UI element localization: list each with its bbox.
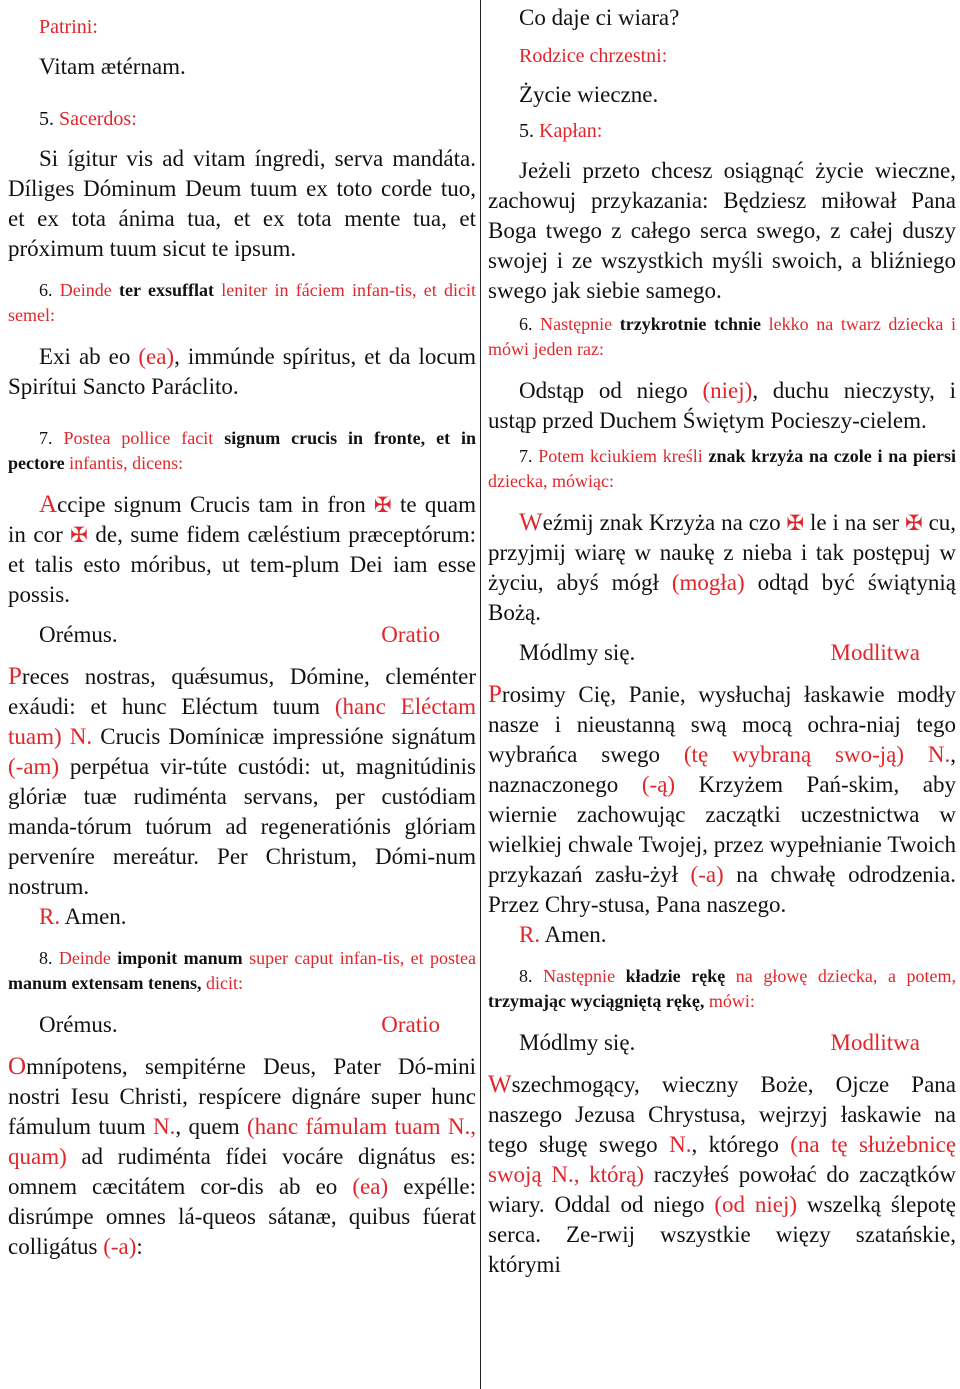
kaplan-heading: 5. Kapłan: <box>519 120 603 142</box>
modlmy-heading: Módlmy się. Modlitwa <box>519 640 920 665</box>
preces-prayer: Preces nostras, quǽsumus, Dómine, cleménter exáudi: et hunc Eléctum tuum (hanc Eléctam tuam) N. Crucis Domínicæ impressióne signátum (-am) perpétua vir-túte custódi: ut, magnitúdinis glóriæ tuæ rudiménta servans, per custódiam manda-tórum tuórum ad regeneratiónis glóriam perveníre mereátur. Per Christum, Dómi-num nostrum. <box>8 663 477 899</box>
rubric-8: 8. Deinde imponit manum super caput infan-tis, et postea manum extensam tenens, dicit: <box>8 948 477 993</box>
accipe-text: Accipe signum Crucis tam in fron ✠ te quam in cor ✠ de, sume fidem cæléstium præceptórum: et talis esto móribus, ut tem-plum Dei iam esse possis. <box>8 491 477 607</box>
rubric-7-pl: 7. Potem kciukiem kreśli znak krzyża na czole i na piersi dziecka, mówiąc: <box>488 446 957 491</box>
exorcism-text-pl: Odstąp od niego (niej), duchu nieczysty, i ustąp przed Duchem Świętym Pocieszy-cielem. <box>488 378 957 433</box>
polish-commandment-text: Jeżeli przeto chcesz osiągnąć życie wieczne, zachowuj przykazania: Będziesz miłował Pana Boga twego z całego serca swego, z całej duszy swojej i ze wszystkich myśli swoich, a bliźniego swego jak siebie samego. <box>488 158 956 303</box>
cross-icon: ✠ <box>786 511 805 535</box>
wszechmogacy-prayer: Wszechmogący, wieczny Boże, Ojcze Pana naszego Jezusa Chrystusa, wejrzyj łaskawie na tego sługę swego N., którego (na tę służebnicę swoją N., którą) raczyłeś powołać do zaczątków wiary. Oddal od niego (od niej) wszelką ślepotę serca. Ze-rwij wszystkie więzy szatańskie, którymi <box>488 1071 957 1277</box>
latin-column <box>8 0 476 1262</box>
exorcism-text: Exi ab eo (ea), immúnde spíritus, et da locum Spirítui Sancto Paráclito. <box>8 344 477 399</box>
cross-icon: ✠ <box>905 511 923 535</box>
godparents-label: Rodzice chrzestni: <box>519 45 668 67</box>
column-divider <box>480 0 481 1389</box>
polish-column <box>488 0 956 1280</box>
rubric-7: 7. Postea pollice facit signum crucis in fronte, et in pectore infantis, dicens: <box>8 428 477 473</box>
omnipotens-prayer: Omnípotens, sempitérne Deus, Pater Dó-mini nostri Iesu Christi, respícere dignáre super hunc fámulum tuum N., quem (hanc fámulam tuam N., quam) ad rudiménta fídei vocáre dignátus es: omnem cæcitátem cor-dis ab eo (ea) expélle: disrúmpe omnes lá-queos sátanæ, quibus fúerat colligátus (-a): <box>8 1053 477 1259</box>
wezmij-text: Weźmij znak Krzyża na czo ✠ le i na ser ✠ cu, przyjmij wiarę w naukę z nieba i tak postępuj w życiu, abyś mógł (mogła) odtąd być świątynią Bożą. <box>488 509 957 625</box>
modlmy-heading-2: Módlmy się. Modlitwa <box>519 1030 920 1055</box>
zycie-response: Życie wieczne. <box>519 82 659 107</box>
patrini-label: Patrini: <box>39 16 98 38</box>
cross-icon: ✠ <box>70 523 88 547</box>
amen-response: R. Amen. <box>39 904 127 929</box>
oremus-heading: Orémus. Oratio <box>39 622 440 647</box>
prosimy-prayer: Prosimy Cię, Panie, wysłuchaj łaskawie modły nasze i nieustanną swą mocą ochra-niaj tego wybrańca swego (tę wybraną swo-ją) N., naznaczonego (-ą) Krzyżem Pań-skim, aby wiernie zachowując zaczątki uczestnictwa w wielkiej chwale Twojej, przez wypełnianie Twoich przykazań zasłu-żył (-a) na chwałę odrodzenia. Przez Chry-stusa, Pana naszego. <box>488 681 957 917</box>
rubric-6-pl: 6. Następnie trzykrotnie tchnie lekko na twarz dziecka i mówi jeden raz: <box>488 314 957 359</box>
latin-commandment-text: Si ígitur vis ad vitam íngredi, serva mandáta. Díliges Dóminum Deum tuum ex toto corde tuo, et ex tota ánima tua, et ex tota mente tua, et próximum tuum sicut te ipsum. <box>8 146 476 261</box>
oremus-heading-2: Orémus. Oratio <box>39 1012 440 1037</box>
vitam-response: Vitam ætérnam. <box>39 54 186 79</box>
sacerdos-heading: 5. Sacerdos: <box>39 108 137 130</box>
amen-response-pl: R. Amen. <box>519 922 607 947</box>
rubric-6: 6. Deinde ter exsufflat leniter in fáciem infan-tis, et dicit semel: <box>8 280 477 325</box>
faith-question: Co daje ci wiara? <box>519 5 680 30</box>
rubric-8-pl: 8. Następnie kładzie rękę na głowę dziecka, a potem, trzymając wyciągniętą rękę, mówi: <box>488 966 957 1011</box>
cross-icon: ✠ <box>374 493 392 517</box>
